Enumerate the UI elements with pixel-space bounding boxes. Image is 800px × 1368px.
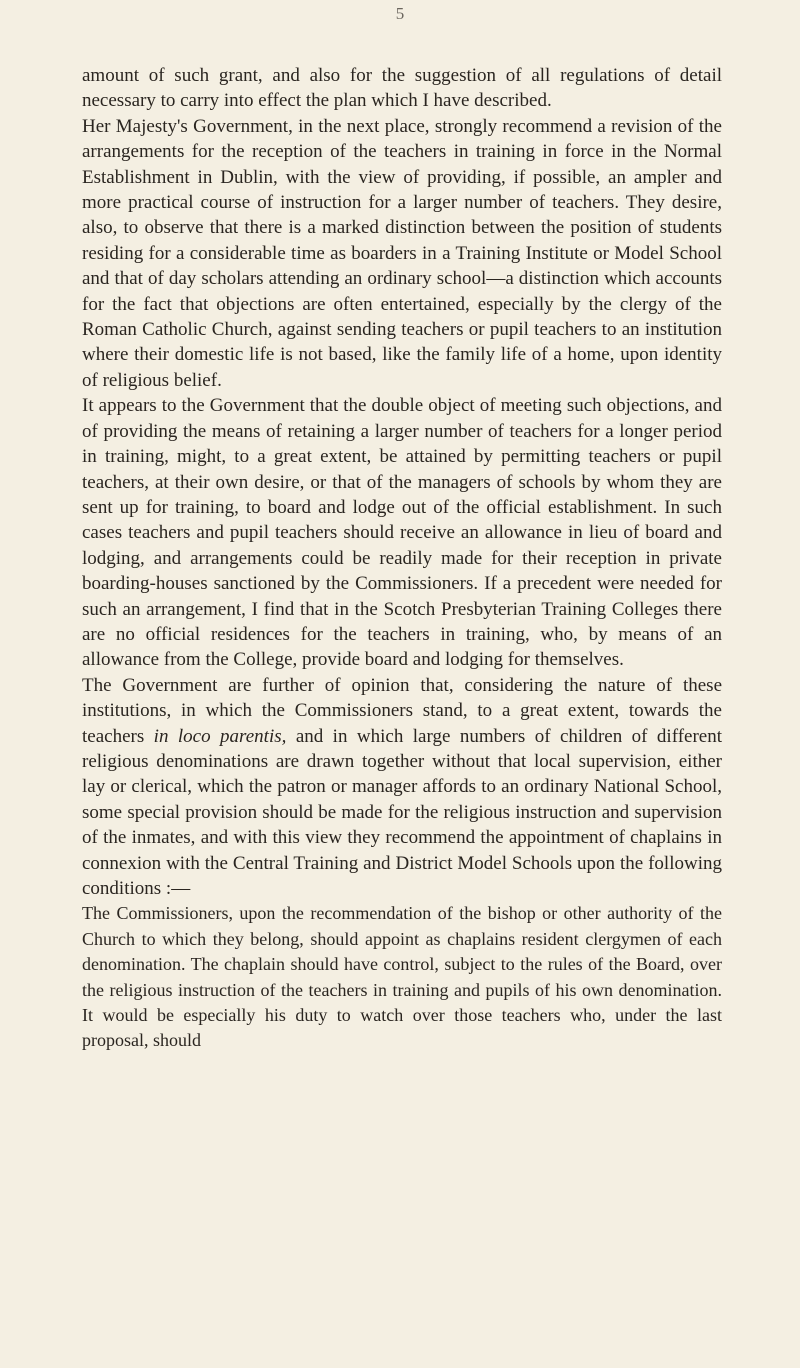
page-number: 5 [395,4,405,23]
paragraph-4-start: The Government are further of opinion that, considering the nature of these institutions, in which the Commissioners stand, to a great extent, towards the teachers [82,674,722,747]
paragraph-5: The Commissioners, upon the recommendation of the bishop or other authority of the Church to which they belong, should appoint as chaplains resident clergymen of each denomination. The chaplain should have control, subject to the rules of the Board, over the religious instruction of the teachers in training and pupils of his own denomination. It would be especially his duty to watch over those teachers who, under the last proposal, should [82,903,722,1051]
paragraph-3: It appears to the Government that the double object of meeting such objections, and of providing the means of retaining a larger number of teachers for a longer period in training, might, to a great extent, be attained by permitting teachers or pupil teachers, at their own desire, or that of the managers of schools by whom they are sent up for training, to board and lodge out of the official establishment. In such cases teachers and pupil teachers should receive an allowance in lieu of board and lodging, and arrangements could be readily made for their reception in private boarding-houses sanctioned by the Commissioners. If a precedent were needed for such an arrangement, I find that in the Scotch Presbyterian Training Colleges there are no official residences for the teachers in training, who, by means of an allowance from the College, provide board and lodging for themselves. [82,395,722,671]
paragraph-4-italic: in loco parentis, [153,725,287,747]
page-body [82,63,722,1054]
paragraph-2: Her Majesty's Government, in the next place, strongly recommend a revision of the arrangements for the reception of the teachers in training in force in the Normal Establishment in Dublin, with the view of providing, if possible, an ampler and more practical course of instruction for a larger number of teachers. They desire, also, to observe that there is a marked distinction between the position of students residing for a considerable time as boarders in a Training Institute or Model School and that of day scholars attending an ordinary school—a distinction which accounts for the fact that objections are often entertained, especially by the clergy of the Roman Catholic Church, against sending teachers or pupil teachers to an institution where their domestic life is not based, like the family life of a home, upon identity of religious belief. [82,115,722,391]
paragraph-1: amount of such grant, and also for the suggestion of all regulations of detail necessary to carry into effect the plan which I have described. [82,65,722,112]
paragraph-4 [82,673,722,902]
paragraph-4-end: and in which large numbers of children of different religious denominations are drawn together without that local supervision, either lay or clerical, which the patron or manager affords to an ordinary National School, some special provision should be made for the religious instruction and supervision of the inmates, and with this view they recommend the appointment of chaplains in connexion with the Central Training and District Model Schools upon the following conditions :— [82,725,722,899]
